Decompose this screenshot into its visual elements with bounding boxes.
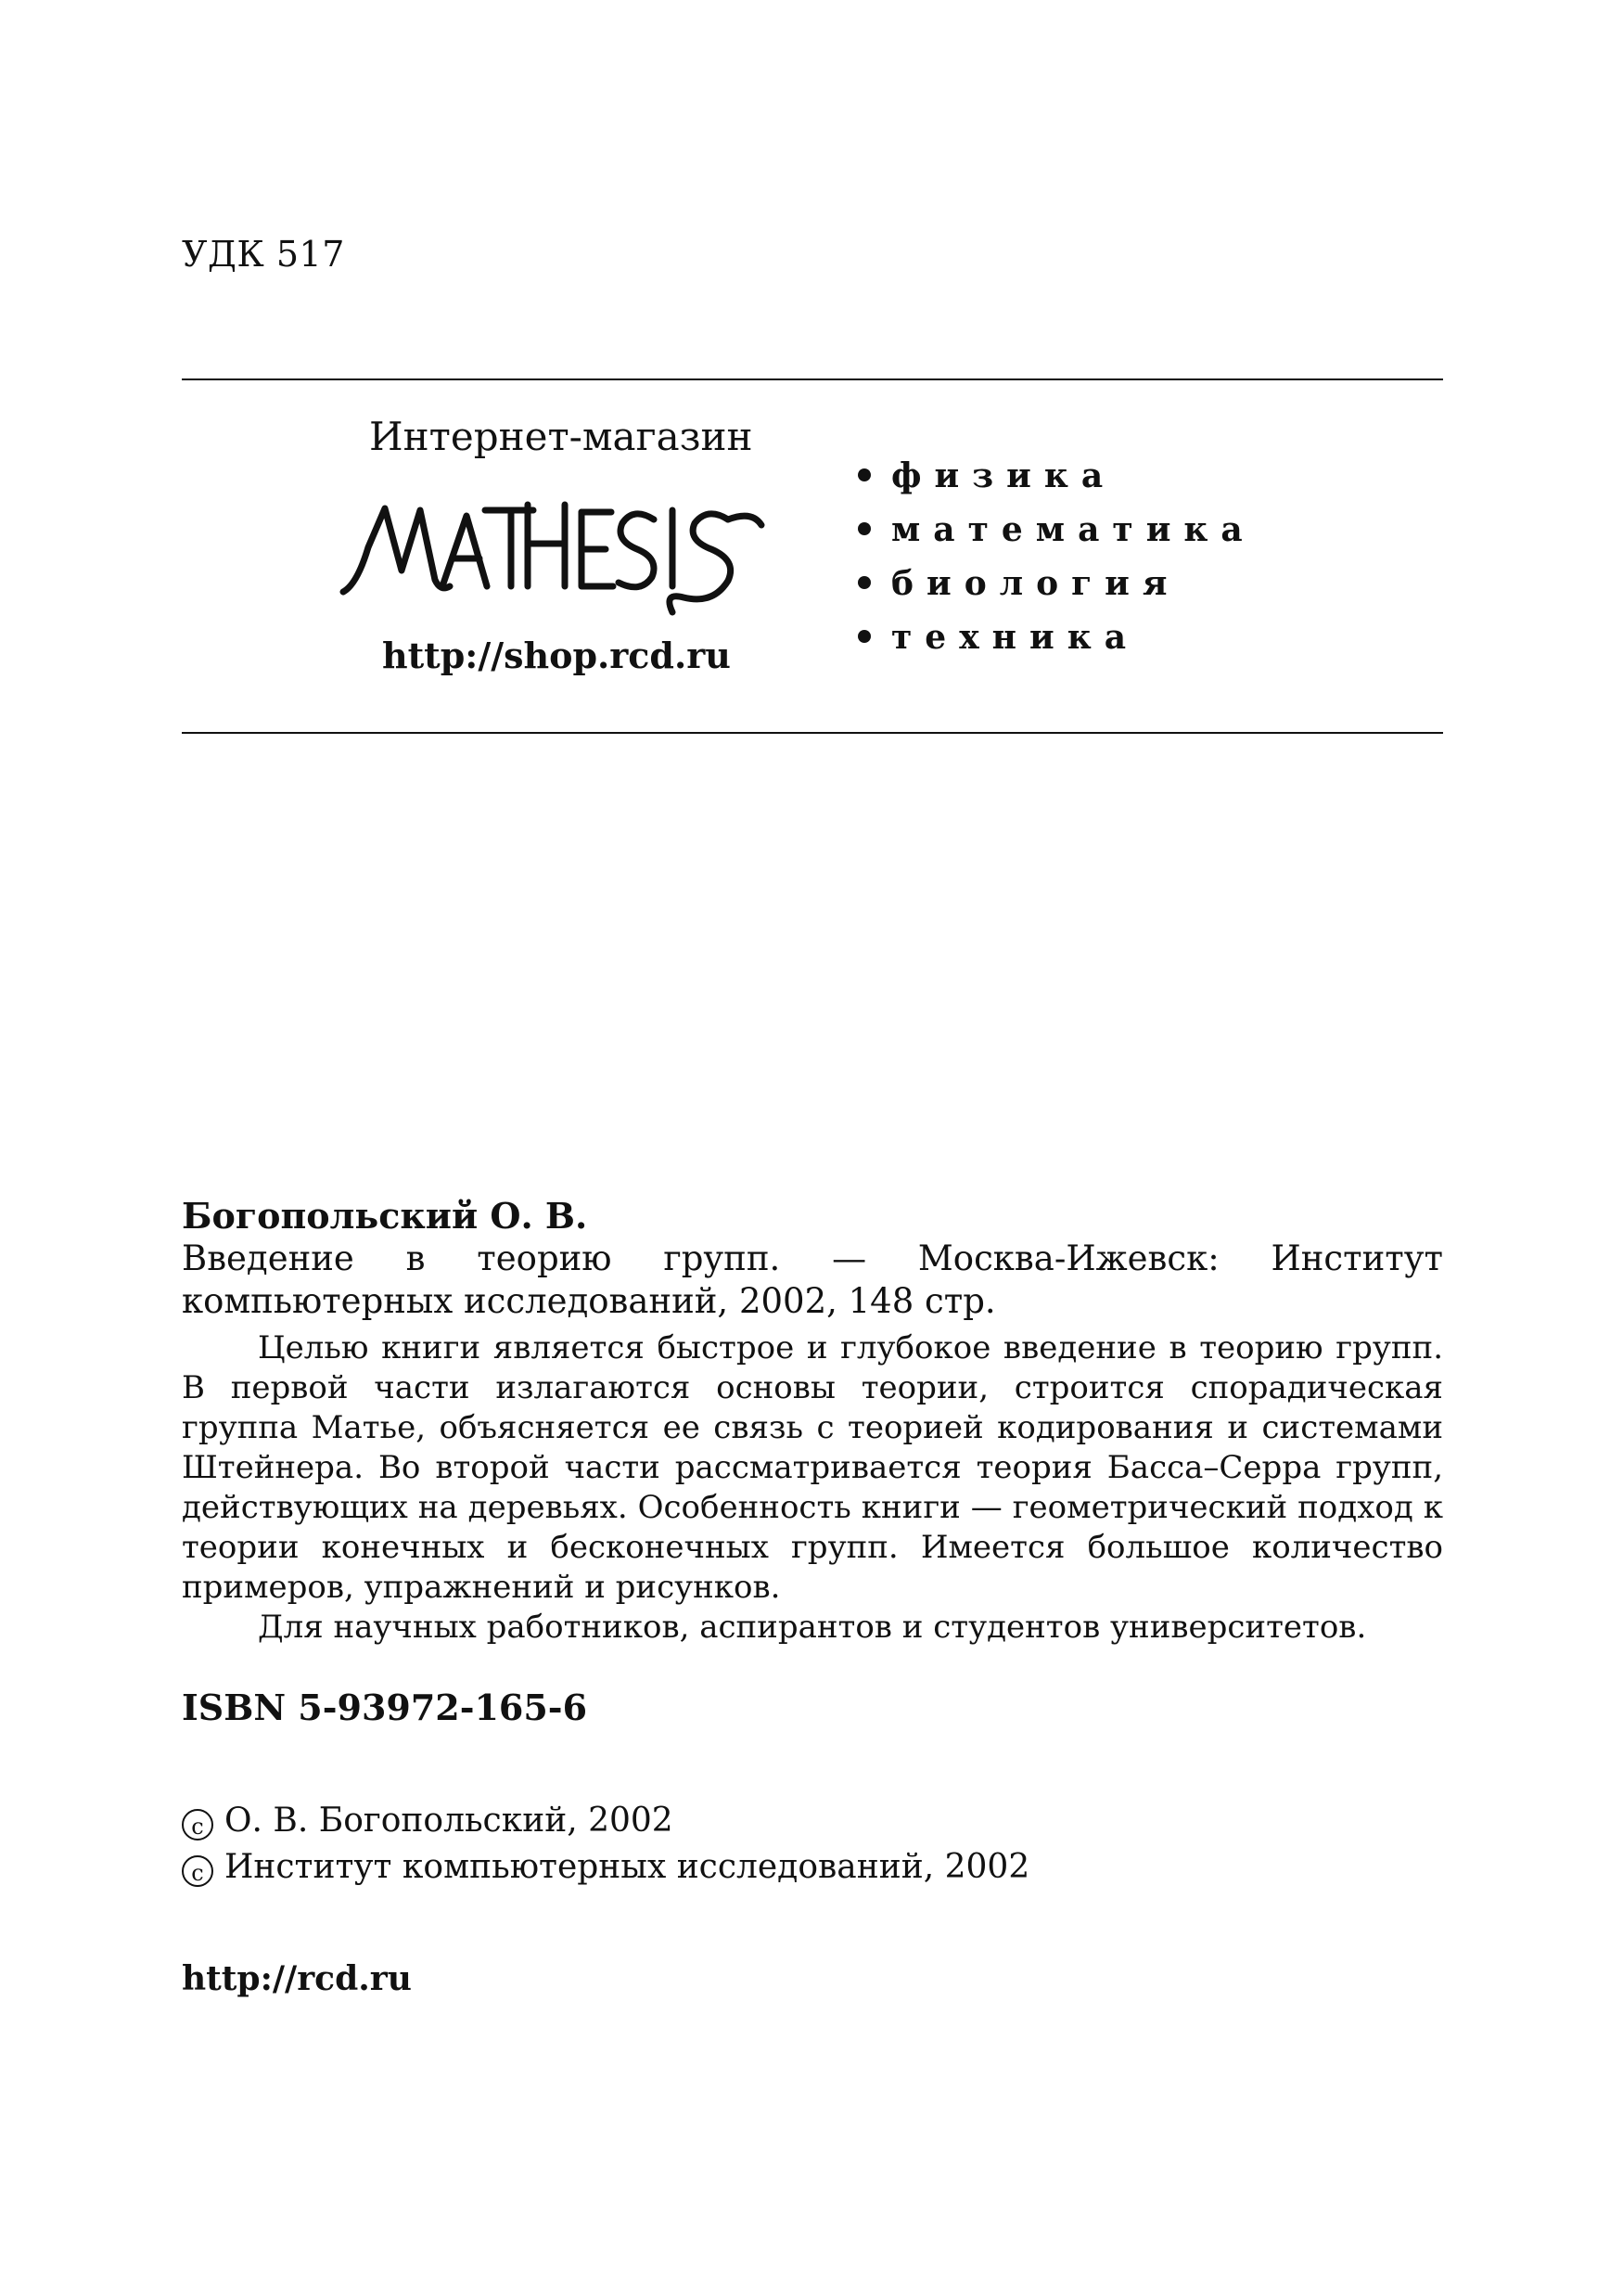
topic-item (858, 610, 1256, 664)
topic-item (858, 449, 1256, 503)
bottom-divider (182, 732, 1443, 734)
topic-label: математика (891, 510, 1256, 549)
copyright-author-text: О. В. Богопольский, 2002 (224, 1802, 673, 1840)
bullet-icon (858, 468, 871, 481)
top-divider (182, 378, 1443, 380)
topic-list (858, 449, 1256, 664)
book-description: Введение в теорию групп. — Москва-Ижевск: Институт компьютерных исследований, 2002, 148 стр. (182, 1238, 1443, 1321)
copyright-institute-text: Институт компьютерных исследований, 2002 (224, 1848, 1030, 1886)
topic-label: биология (891, 564, 1181, 603)
topic-item (858, 557, 1256, 610)
isbn: ISBN 5-93972-165-6 (182, 1687, 588, 1728)
udk-code: УДК 517 (182, 234, 345, 275)
publisher-url-link[interactable]: http://rcd.ru (182, 1959, 412, 1998)
topic-label: техника (891, 618, 1140, 657)
mathesis-logo (339, 482, 774, 622)
shop-url-link[interactable]: http://shop.rcd.ru (382, 635, 731, 676)
copyright-icon: c (182, 1809, 213, 1841)
copyright-institute (182, 1848, 1029, 1887)
bullet-icon (858, 522, 871, 535)
topic-label: физика (891, 456, 1117, 495)
abstract-paragraph: Целью книги является быстрое и глубокое введение в теорию групп. В первой части излагаются основы теории, строится спорадическая группа Матье, объясняется ее связь с теорией кодирования и системами Штейнера. Во второй части рассматривается теория Басса–Серра групп, действующих на деревьях. Особенность книги — геометрический подход к теории конечных и бесконечных групп. Имеется большое количество примеров, упражнений и рисунков. (182, 1329, 1443, 1606)
book-abstract (182, 1328, 1443, 1648)
bullet-icon (858, 576, 871, 589)
copyright-author (182, 1802, 673, 1841)
copyright-icon: c (182, 1855, 213, 1887)
shop-title: Интернет-магазин (369, 414, 753, 459)
author-name: Богопольский О. В. (182, 1195, 588, 1237)
topic-item (858, 503, 1256, 557)
audience-paragraph: Для научных работников, аспирантов и студентов университетов. (258, 1609, 1367, 1646)
bullet-icon (858, 630, 871, 643)
